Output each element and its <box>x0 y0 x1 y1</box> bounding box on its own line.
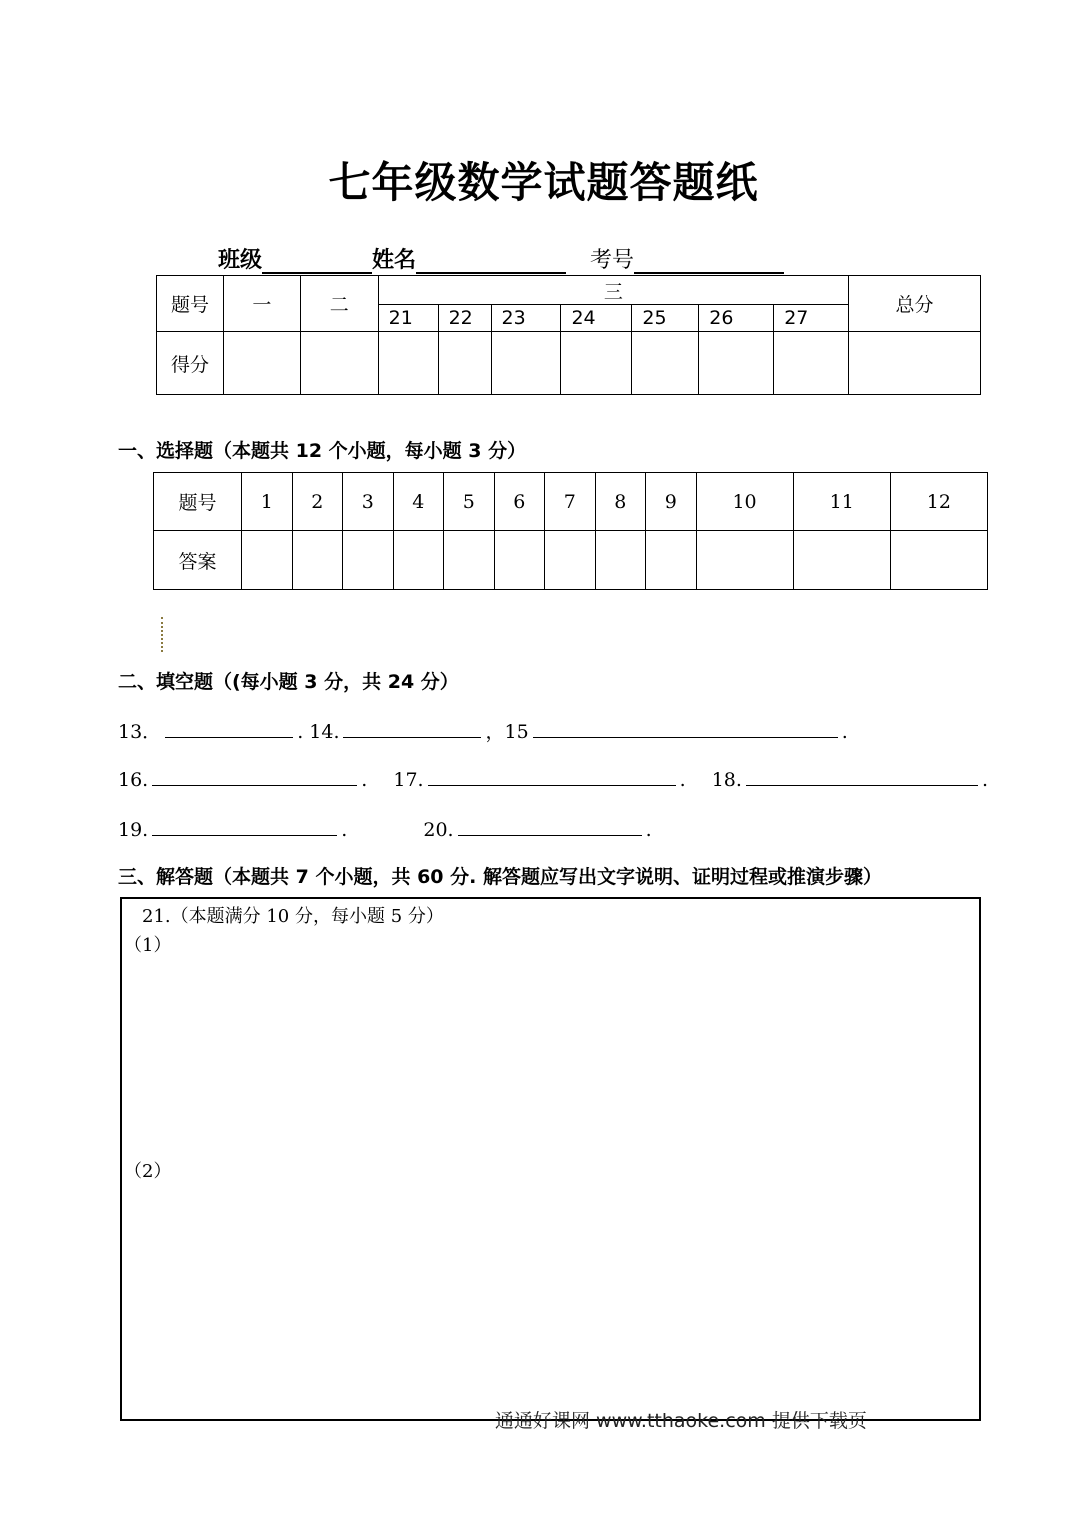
stray-mark <box>161 617 166 652</box>
score-table <box>156 275 981 395</box>
q22-header: 22 <box>438 305 491 332</box>
student-info-line <box>218 243 784 274</box>
answer-row2-label: 答案 <box>154 531 242 590</box>
fill-row-2 <box>118 765 988 791</box>
q21-answer-box[interactable] <box>120 897 981 1421</box>
q14-blank[interactable] <box>343 717 481 738</box>
fill-row-1 <box>118 717 848 744</box>
q19-label: 19. <box>118 819 149 841</box>
class-field[interactable] <box>262 248 372 274</box>
question-number: 4 <box>393 473 444 531</box>
q16-label: 16. <box>118 769 149 791</box>
score-cell[interactable] <box>300 332 378 395</box>
q15-label: 15 <box>504 721 529 743</box>
section-3-heading: 三、解答题（本题共 7 个小题，共 60 分. 解答题应写出文字说明、证明过程或推演步骤） <box>118 866 882 888</box>
section-2-header: 二 <box>300 276 378 332</box>
total-header: 总分 <box>849 276 981 332</box>
section-1-header: 一 <box>223 276 300 332</box>
class-label: 班级 <box>218 248 263 273</box>
q13-label: 13． <box>118 721 162 743</box>
answer-cell[interactable] <box>343 531 394 590</box>
q14-label: . 14. <box>297 721 340 743</box>
q17-blank[interactable] <box>428 765 676 786</box>
q18-label: 18. <box>711 769 742 791</box>
q19-end: . <box>341 819 348 841</box>
q15-end: . <box>841 721 848 743</box>
answer-cell[interactable] <box>545 531 596 590</box>
score-cell[interactable] <box>223 332 300 395</box>
score-cell[interactable] <box>632 332 699 395</box>
answer-cell[interactable] <box>242 531 293 590</box>
q14-sep: ， <box>485 721 505 743</box>
score-cell[interactable] <box>774 332 849 395</box>
section-3-header: 三 <box>378 276 848 305</box>
score-row2-label: 得分 <box>157 332 224 395</box>
answer-row1-label: 题号 <box>154 473 242 531</box>
q18-end: . <box>981 769 988 791</box>
q20-end: . <box>645 819 652 841</box>
answer-cell[interactable] <box>793 531 890 590</box>
question-number: 11 <box>793 473 890 531</box>
answer-cell[interactable] <box>444 531 495 590</box>
question-number: 5 <box>444 473 495 531</box>
q21-part-2-label: （2） <box>124 1161 172 1182</box>
q16-blank[interactable] <box>152 765 357 786</box>
q21-header-text: 21.（本题满分 10 分，每小题 5 分） <box>142 906 444 927</box>
q15-blank[interactable] <box>533 717 838 738</box>
section-2-heading: 二、填空题（(每小题 3 分，共 24 分） <box>118 671 459 693</box>
q21-header: 21 <box>378 305 438 332</box>
question-number: 10 <box>696 473 793 531</box>
score-cell[interactable] <box>699 332 774 395</box>
q20-blank[interactable] <box>458 815 642 836</box>
question-number: 8 <box>595 473 646 531</box>
answer-cell[interactable] <box>646 531 697 590</box>
q17-end: . <box>679 769 686 791</box>
fill-row-3 <box>118 815 652 841</box>
score-cell[interactable] <box>378 332 438 395</box>
question-number: 6 <box>494 473 545 531</box>
q26-header: 26 <box>699 305 774 332</box>
answer-cell[interactable] <box>393 531 444 590</box>
total-score-cell[interactable] <box>849 332 981 395</box>
exam-no-field[interactable] <box>634 248 784 274</box>
exam-no-label: 考号 <box>590 248 635 273</box>
score-row1-label: 题号 <box>157 276 224 332</box>
q25-header: 25 <box>632 305 699 332</box>
q23-header: 23 <box>491 305 561 332</box>
q24-header: 24 <box>561 305 632 332</box>
q17-label: 17. <box>393 769 424 791</box>
q18-blank[interactable] <box>746 765 978 786</box>
answer-cell[interactable] <box>595 531 646 590</box>
question-number: 12 <box>890 473 987 531</box>
answer-table <box>153 472 988 590</box>
score-cell[interactable] <box>438 332 491 395</box>
name-field[interactable] <box>416 248 566 274</box>
question-number: 3 <box>343 473 394 531</box>
q21-part-1-label: （1） <box>124 935 172 956</box>
question-number: 7 <box>545 473 596 531</box>
q20-label: 20. <box>423 819 454 841</box>
answer-cell[interactable] <box>890 531 987 590</box>
section-1-heading: 一、选择题（本题共 12 个小题，每小题 3 分） <box>118 440 527 462</box>
question-number: 1 <box>242 473 293 531</box>
q16-end: . <box>361 769 368 791</box>
q19-blank[interactable] <box>152 815 337 836</box>
question-number: 2 <box>292 473 343 531</box>
name-label: 姓名 <box>372 248 417 273</box>
answer-cell[interactable] <box>494 531 545 590</box>
question-number: 9 <box>646 473 697 531</box>
footer-watermark: 通通好课网 www.tthaoke.com 提供下载页 <box>495 1410 867 1432</box>
page-title: 七年级数学试题答题纸 <box>328 158 759 207</box>
q13-blank[interactable] <box>165 717 293 738</box>
answer-cell[interactable] <box>696 531 793 590</box>
q27-header: 27 <box>774 305 849 332</box>
answer-cell[interactable] <box>292 531 343 590</box>
score-cell[interactable] <box>561 332 632 395</box>
score-cell[interactable] <box>491 332 561 395</box>
